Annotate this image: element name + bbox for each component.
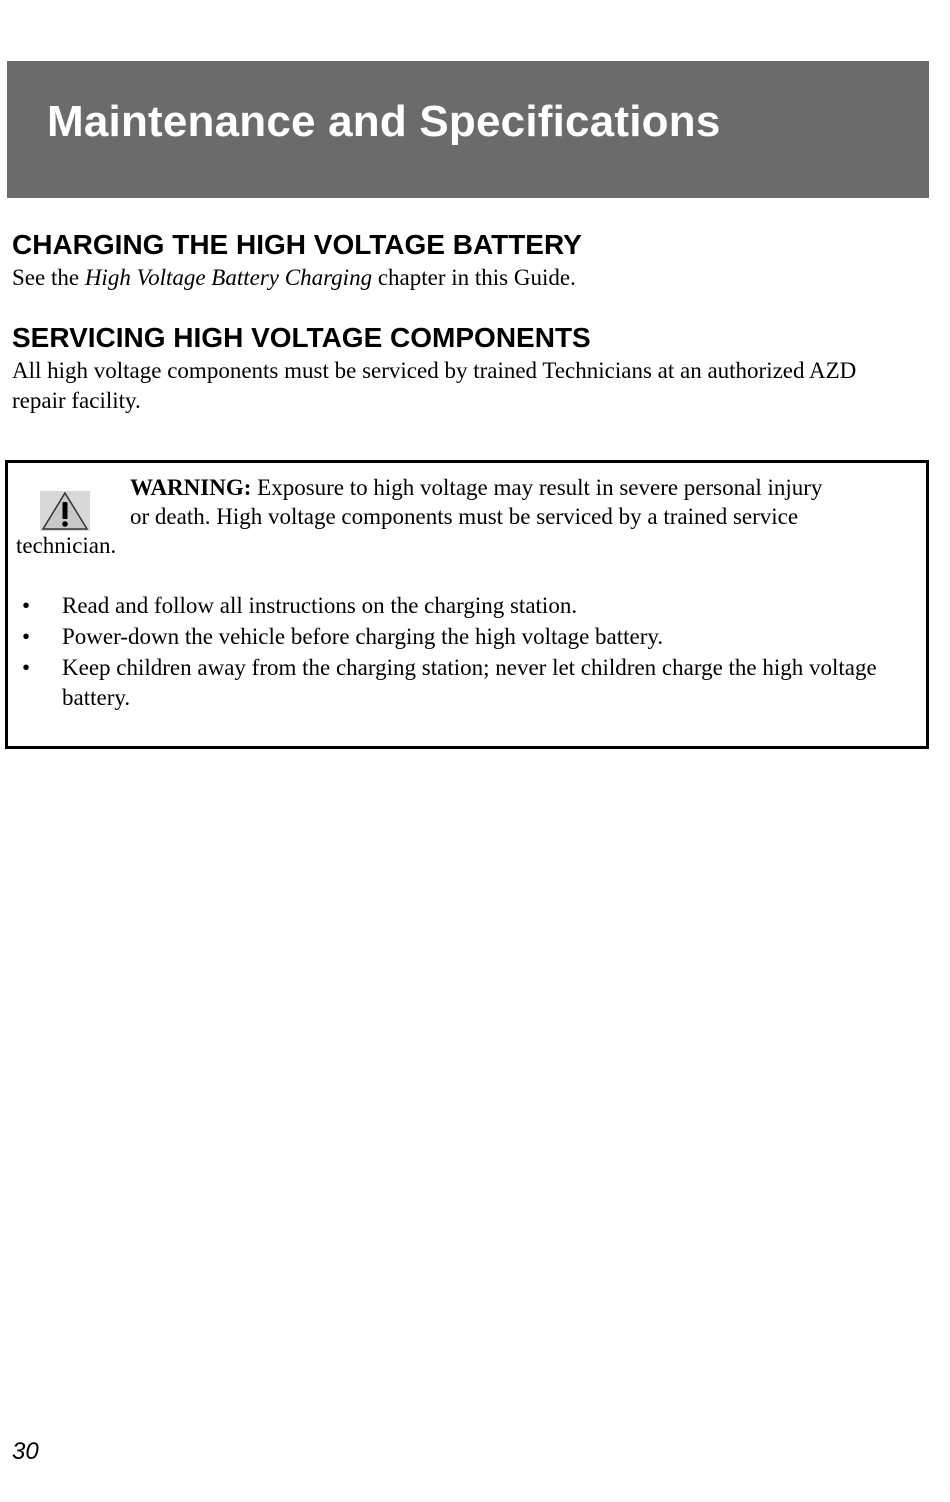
- section-heading-servicing: SERVICING HIGH VOLTAGE COMPONENTS: [12, 322, 591, 353]
- list-item-text: Keep children away from the charging station; never let children charge the high voltage battery.: [62, 655, 877, 710]
- bullet-icon: •: [22, 593, 31, 618]
- bullet-icon: •: [22, 655, 31, 680]
- warning-line-1-text: Exposure to high voltage may result in severe personal injury: [251, 475, 823, 500]
- warning-line-3: technician.: [16, 533, 117, 558]
- list-item-text: Read and follow all instructions on the charging station.: [62, 593, 578, 618]
- section-text-charging-before: See the: [12, 265, 85, 290]
- section-text-servicing: All high voltage components must be serviced by trained Technicians at an authorized AZD repair facility.: [12, 358, 857, 413]
- warning-bullet-list: [16, 591, 906, 714]
- chapter-reference: High Voltage Battery Charging: [84, 265, 373, 290]
- warning-line-1: [16, 473, 906, 502]
- warning-line-2: or death. High voltage components must be serviced by a trained service: [130, 504, 799, 529]
- warning-text: [16, 473, 906, 560]
- chapter-banner: [7, 61, 929, 198]
- list-item-text: Power-down the vehicle before charging the high voltage battery.: [62, 624, 664, 649]
- page-number: 30: [12, 1438, 39, 1465]
- section-text-charging-after: chapter in this Guide.: [372, 265, 576, 290]
- list-item: [16, 622, 906, 652]
- warning-label: WARNING:: [130, 475, 252, 500]
- bullet-icon: •: [22, 624, 31, 649]
- warning-box: [5, 460, 929, 749]
- list-item: [16, 591, 906, 621]
- list-item: [16, 653, 906, 713]
- section-heading-charging: CHARGING THE HIGH VOLTAGE BATTERY: [12, 229, 582, 260]
- chapter-title: Maintenance and Specifications: [47, 97, 721, 146]
- section-text-charging: [12, 263, 576, 293]
